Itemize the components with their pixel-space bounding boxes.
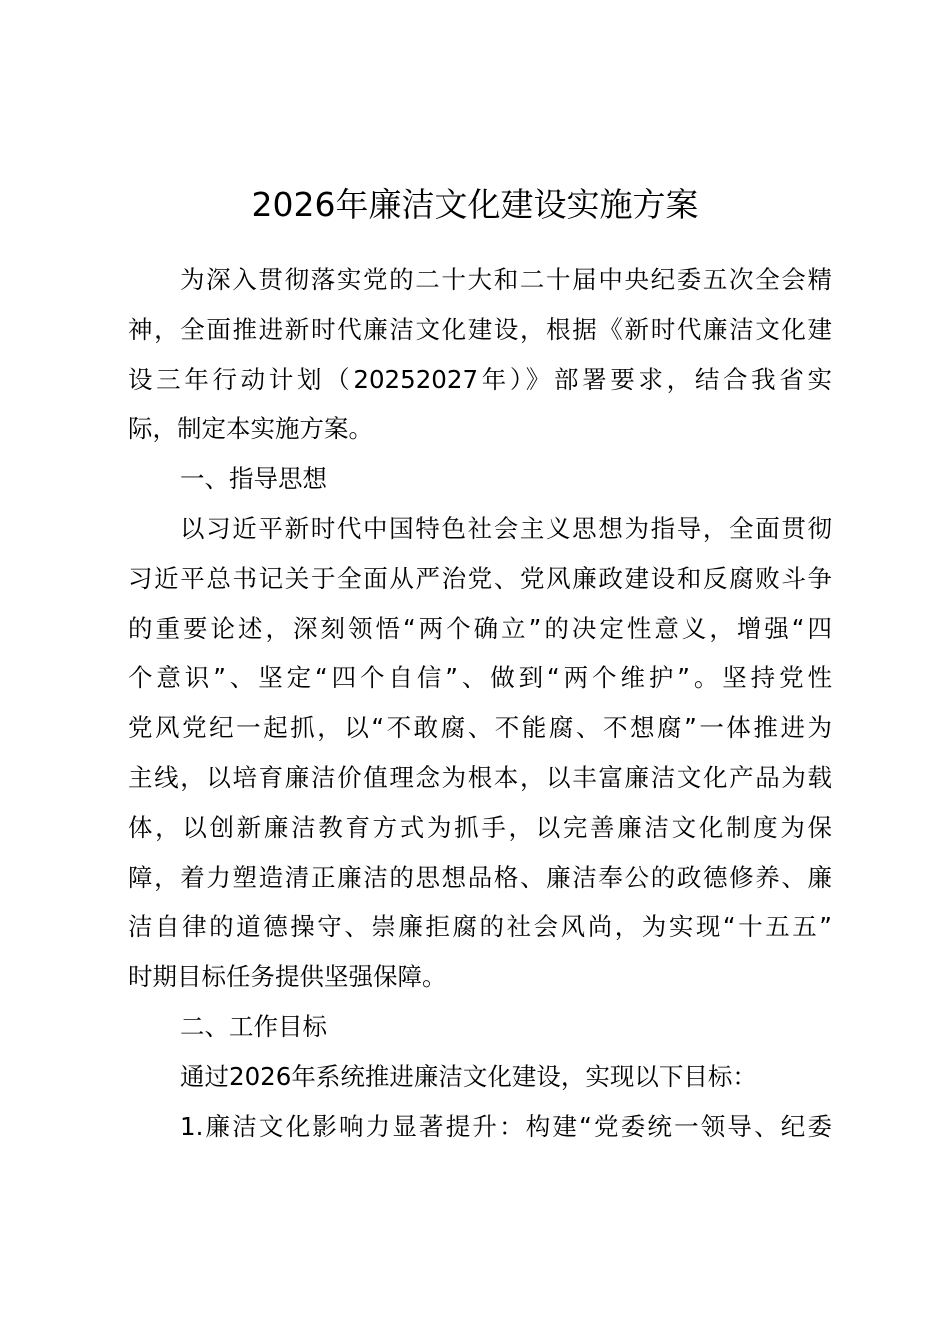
paragraph-line: 以习近平新时代中国特色社会主义思想为指导，全面贯彻 bbox=[180, 513, 832, 543]
paragraph-line: 洁自律的道德操守、崇廉拒腐的社会风尚，为实现“十五五” bbox=[128, 912, 832, 942]
document-body bbox=[128, 255, 832, 1151]
goal-item-1: 1.廉洁文化影响力显著提升：构建“党委统一领导、纪委 bbox=[180, 1111, 832, 1141]
paragraph-line: 体，以创新廉洁教育方式为抓手，以完善廉洁文化制度为保 bbox=[128, 812, 832, 842]
paragraph-line: 障，着力塑造清正廉洁的思想品格、廉洁奉公的政德修养、廉 bbox=[128, 862, 832, 892]
paragraph-line: 时期目标任务提供坚强保障。 bbox=[128, 962, 447, 992]
paragraph-line: 主线，以培育廉洁价值理念为根本，以丰富廉洁文化产品为载 bbox=[128, 762, 832, 792]
paragraph-line: 党风党纪一起抓，以“不敢腐、不能腐、不想腐”一体推进为 bbox=[128, 713, 832, 743]
paragraph-line: 习近平总书记关于全面从严治党、党风廉政建设和反腐败斗争 bbox=[128, 563, 832, 593]
paragraph-line: 为深入贯彻落实党的二十大和二十届中央纪委五次全会精 bbox=[180, 265, 832, 294]
paragraph-line: 际，制定本实施方案。 bbox=[128, 414, 373, 444]
paragraph-line: 神，全面推进新时代廉洁文化建设，根据《新时代廉洁文化建 bbox=[128, 314, 832, 344]
paragraph-line: 通过2026年系统推进廉洁文化建设，实现以下目标： bbox=[180, 1061, 757, 1091]
paragraph-line: 个意识”、坚定“四个自信”、做到“两个维护”。坚持党性 bbox=[128, 663, 832, 693]
section-heading-work-goals: 二、工作目标 bbox=[180, 1011, 327, 1041]
section-heading-guiding-ideology: 一、指导思想 bbox=[180, 464, 327, 494]
paragraph-line: 的重要论述，深刻领悟“两个确立”的决定性意义，增强“四 bbox=[128, 613, 832, 643]
document-title: 2026年廉洁文化建设实施方案 bbox=[251, 185, 699, 224]
paragraph-line: 设三年行动计划（20252027年）》部署要求，结合我省实 bbox=[128, 364, 832, 394]
